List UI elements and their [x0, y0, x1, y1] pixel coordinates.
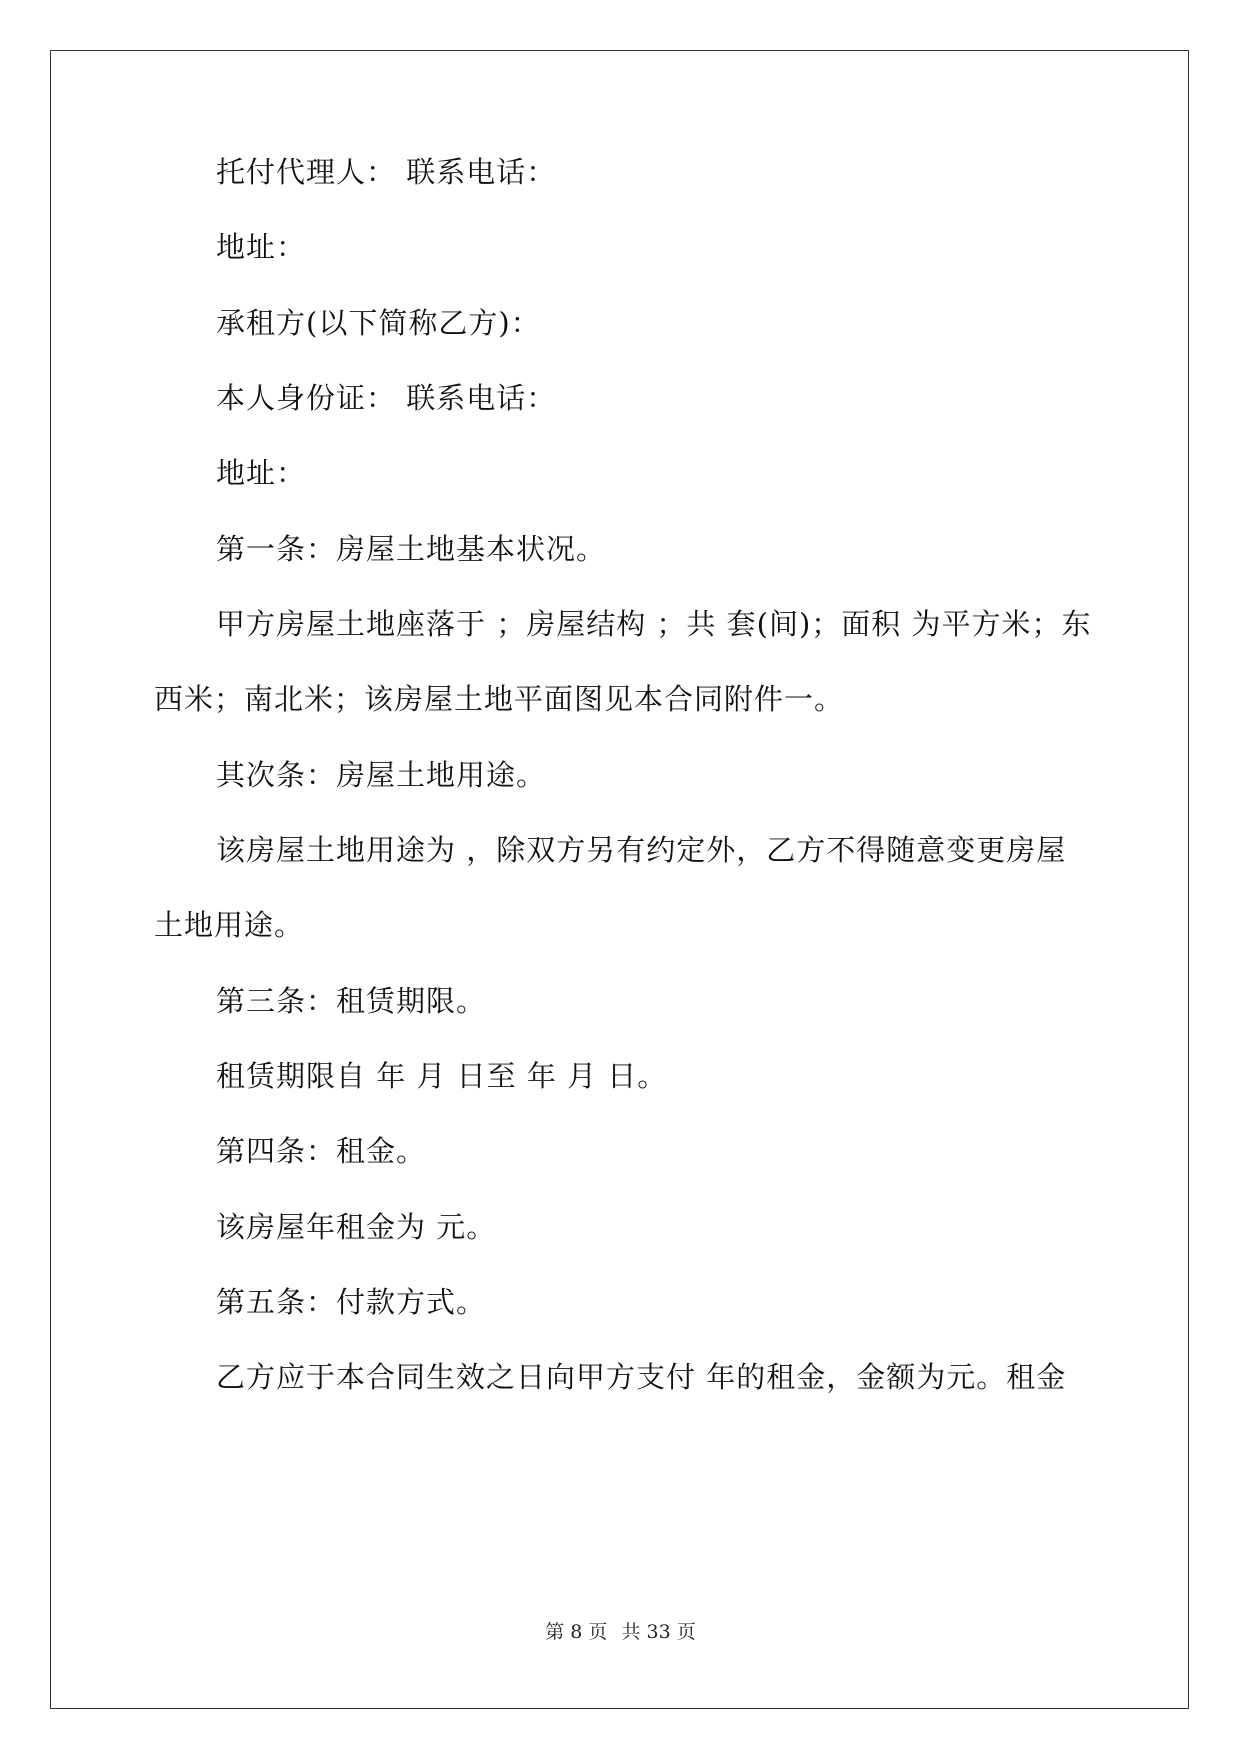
paragraph-address-2: 地址： [216, 456, 307, 490]
paragraph-article-1-line-1: 甲方房屋土地座落于 ；房屋结构 ；共 套(间)；面积 为平方米；东 [216, 607, 1092, 641]
paragraph-article-2-line-2: 土地用途。 [154, 908, 305, 942]
paragraph-article-1-line-2: 西米；南北米；该房屋土地平面图见本合同附件一。 [154, 682, 845, 716]
paragraph-article-3-title: 第三条：租赁期限。 [216, 984, 487, 1018]
paragraph-article-2-title: 其次条：房屋土地用途。 [216, 758, 547, 792]
paragraph-article-4-title: 第四条：租金。 [216, 1134, 427, 1168]
paragraph-article-1-title: 第一条：房屋土地基本状况。 [216, 532, 607, 566]
paragraph-agent: 托付代理人： 联系电话： [216, 155, 557, 189]
paragraph-article-5-title: 第五条：付款方式。 [216, 1285, 487, 1319]
page-number: 第 8 页 [545, 1621, 608, 1643]
paragraph-article-4-body: 该房屋年租金为 元。 [216, 1210, 497, 1244]
paragraph-article-2-line-1: 该房屋土地用途为 ，除双方另有约定外，乙方不得随意变更房屋 [216, 833, 1067, 867]
page-footer [0, 1617, 1241, 1644]
page-total: 共 33 页 [621, 1621, 696, 1643]
paragraph-article-3-body: 租赁期限自 年 月 日至 年 月 日。 [216, 1059, 668, 1093]
paragraph-article-5-body: 乙方应于本合同生效之日向甲方支付 年的租金，金额为元。租金 [216, 1360, 1067, 1394]
paragraph-id: 本人身份证： 联系电话： [216, 381, 557, 415]
paragraph-address-1: 地址： [216, 230, 307, 264]
paragraph-lessee: 承租方(以下简称乙方)： [216, 306, 541, 340]
